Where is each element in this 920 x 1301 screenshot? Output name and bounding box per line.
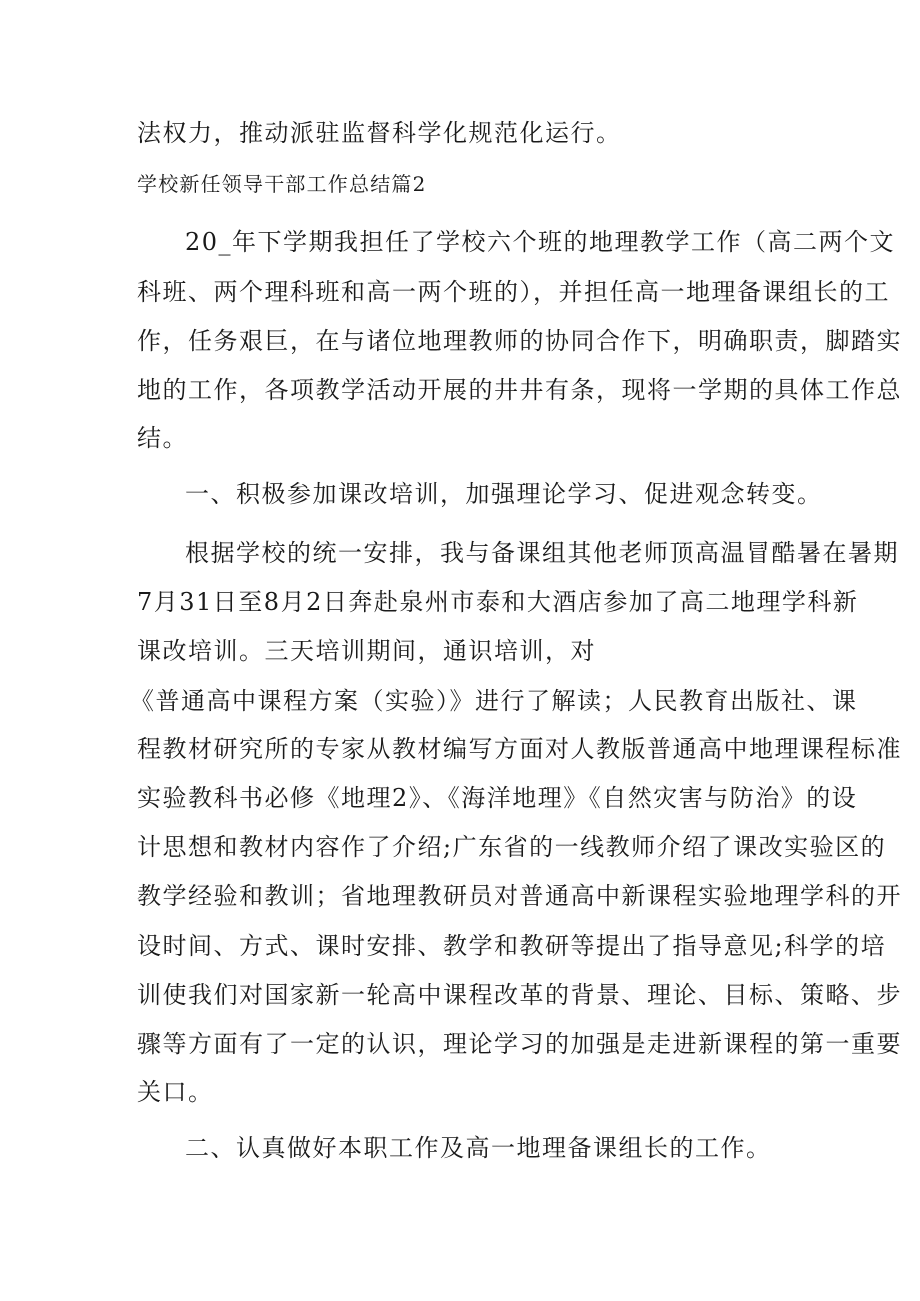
- paragraph-1-line-2: 科班、两个理科班和高一两个班的），并担任高一地理备课组长的工: [137, 278, 890, 306]
- paragraph-2-line-11: 骤等方面有了一定的认识，理论学习的加强是走进新课程的第一重要: [137, 1030, 902, 1058]
- paragraph-2-line-9: 设时间、方式、课时安排、教学和教研等提出了指导意见;科学的培: [137, 932, 887, 960]
- heading-1: 一、积极参加课改培训，加强理论学习、促进观念转变。: [185, 480, 823, 508]
- paragraph-1-line-5: 结。: [137, 424, 188, 452]
- paragraph-1-line-1: 20_年下学期我担任了学校六个班的地理教学工作（高二两个文: [185, 228, 896, 256]
- paragraph-2-line-2: 7月31日至8月2日奔赴泉州市泰和大酒店参加了高二地理学科新: [137, 588, 859, 616]
- paragraph-2-line-3: 课改培训。三天培训期间，通识培训，对: [137, 637, 596, 665]
- paragraph-2-line-12: 关口。: [137, 1078, 214, 1106]
- paragraph-2-line-6: 实验教科书必修《地理2》、《海洋地理》《自然灾害与防治》的设: [137, 784, 858, 812]
- continuation-text: 法权力，推动派驻监督科学化规范化运行。: [137, 119, 622, 147]
- section-heading: 学校新任领导干部工作总结篇2: [137, 172, 427, 196]
- paragraph-2-line-7: 计思想和教材内容作了介绍;广东省的一线教师介绍了课改实验区的: [137, 833, 887, 861]
- paragraph-2-line-10: 训使我们对国家新一轮高中课程改革的背景、理论、目标、策略、步: [137, 981, 902, 1009]
- paragraph-1-line-3: 作，任务艰巨，在与诸位地理教师的协同合作下，明确职责，脚踏实: [137, 327, 902, 355]
- paragraph-2-line-4: 《普通高中课程方案（实验）》进行了解读；人民教育出版社、课: [130, 687, 858, 715]
- paragraph-2-line-1: 根据学校的统一安排，我与备课组其他老师顶高温冒酷暑在暑期: [185, 539, 899, 567]
- paragraph-2-line-5: 程教材研究所的专家从教材编写方面对人教版普通高中地理课程标准: [137, 735, 902, 763]
- paragraph-2-line-8: 教学经验和教训；省地理教研员对普通高中新课程实验地理学科的开: [137, 882, 902, 910]
- paragraph-1-line-4: 地的工作，各项教学活动开展的井井有条，现将一学期的具体工作总: [137, 376, 902, 404]
- heading-2: 二、认真做好本职工作及高一地理备课组长的工作。: [185, 1134, 772, 1162]
